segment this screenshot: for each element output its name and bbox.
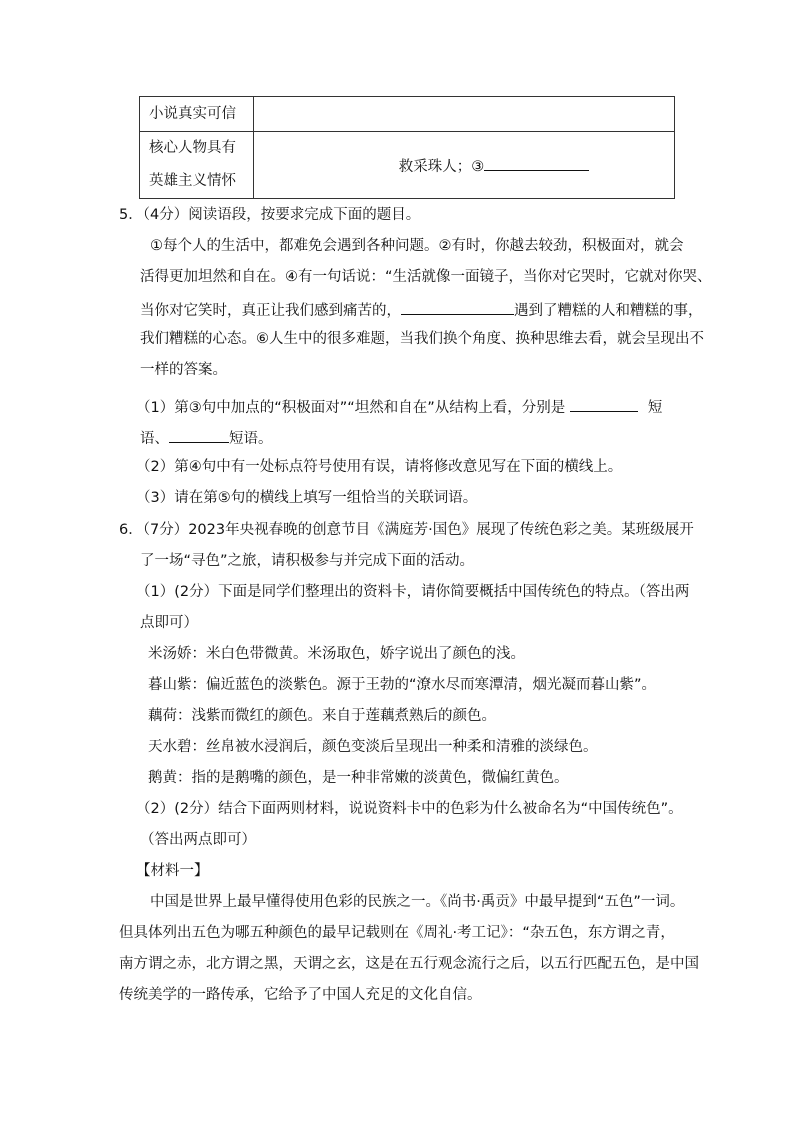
table-cell-answer[interactable] (254, 97, 675, 132)
passage-line: 一样的答案。 (140, 362, 227, 378)
sub-question-1 (136, 395, 662, 418)
question-6-line: 了一场“寻色”之旅，请积极参与并完成下面的活动。 (140, 553, 475, 569)
sub-question-1-cont (140, 426, 273, 449)
sub-question-3: （3）请在第⑤句的横线上填写一组恰当的关联词语。 (136, 490, 478, 506)
question-5-header: 5．（4分）阅读语段，按要求完成下面的题目。 (119, 207, 421, 223)
material-line: 但具体列出五色为哪五种颜色的最早记载则在《周礼·考工记》：“杂五色，东方谓之青， (119, 925, 675, 941)
question-6-line: 6．（7分）2023年央视春晚的创意节目《满庭芳·国色》展现了传统色彩之美。某班级展开 (119, 522, 694, 538)
fill-blank[interactable] (570, 395, 638, 412)
fill-blank[interactable] (169, 426, 229, 443)
passage-line: ①每个人的生活中，都难免会遇到各种问题。②有时，你越去较劲，积极面对，就会 (150, 238, 684, 254)
table-cell-answer (254, 132, 675, 199)
passage-text: 当你对它笑时，真正让我们感到痛苦的， (140, 303, 401, 319)
sub-question-1: （1）(2分）下面是同学们整理出的资料卡，请你简要概括中国传统色的特点。（答出两 (136, 584, 690, 600)
table-cell-label (140, 132, 254, 199)
info-card: 天水碧：丝帛被水浸润后，颜色变淡后呈现出一种柔和清雅的淡绿色。 (148, 739, 598, 755)
material-line: 传统美学的一路传承，它给予了中国人充足的文化自信。 (119, 987, 482, 1003)
table-cell-text: 救采珠人；③ (398, 159, 485, 175)
sub-question-text: 语、 (140, 431, 169, 447)
sub-question-2: （2）第④句中有一处标点符号使用有误，请将修改意见写在下面的横线上。 (136, 459, 623, 475)
table-cell-label-line: 英雄主义情怀 (149, 173, 236, 189)
info-card: 藕荷：浅紫而微红的颜色。来自于莲藕煮熟后的颜色。 (148, 708, 496, 724)
sub-question-2-cont: （答出两点即可） (140, 832, 256, 848)
material-line: 中国是世界上最早懂得使用色彩的民族之一。《尚书·禹贡》中最早提到“五色”一词。 (150, 894, 685, 910)
passage-text: 遇到了糟糕的人和糟糕的事， (514, 303, 703, 319)
table-row (140, 97, 675, 132)
passage-line (140, 298, 703, 321)
material-title: 【材料一】 (136, 863, 209, 879)
fill-blank[interactable] (401, 298, 514, 315)
table-row (140, 132, 675, 199)
info-card: 米汤娇：米白色带微黄。米汤取色，娇字说出了颜色的浅。 (148, 646, 525, 662)
answer-table (139, 96, 675, 199)
info-card: 鹅黄：指的是鹅嘴的颜色，是一种非常嫩的淡黄色，微偏红黄色。 (148, 770, 569, 786)
table-cell-label-line: 核心人物具有 (149, 140, 236, 156)
passage-line: 我们糟糕的心态。⑥人生中的很多难题，当我们换个角度、换种思维去看，就会呈现出不 (140, 331, 704, 347)
table-cell-label: 小说真实可信 (140, 97, 254, 132)
sub-question-text: 短语。 (229, 431, 273, 447)
sub-question-text: 短 (647, 400, 663, 416)
sub-question-2: （2）(2分）结合下面两则材料，说说资料卡中的色彩为什么被命名为“中国传统色”。 (136, 801, 683, 817)
info-card: 暮山紫：偏近蓝色的淡紫色。源于王勃的“潦水尽而寒潭清，烟光凝而暮山紫”。 (148, 677, 657, 693)
material-line: 南方谓之赤，北方谓之黑，天谓之玄，这是在五行观念流行之后，以五行匹配五色，是中国 (119, 956, 699, 972)
sub-question-1-cont: 点即可） (140, 615, 198, 631)
fill-blank[interactable] (484, 154, 589, 171)
sub-question-text: （1）第③句中加点的“积极面对”“坦然和自在”从结构上看，分别是 (136, 400, 566, 416)
passage-line: 活得更加坦然和自在。④有一句话说：“生活就像一面镜子，当你对它哭时，它就对你哭、 (140, 269, 712, 285)
